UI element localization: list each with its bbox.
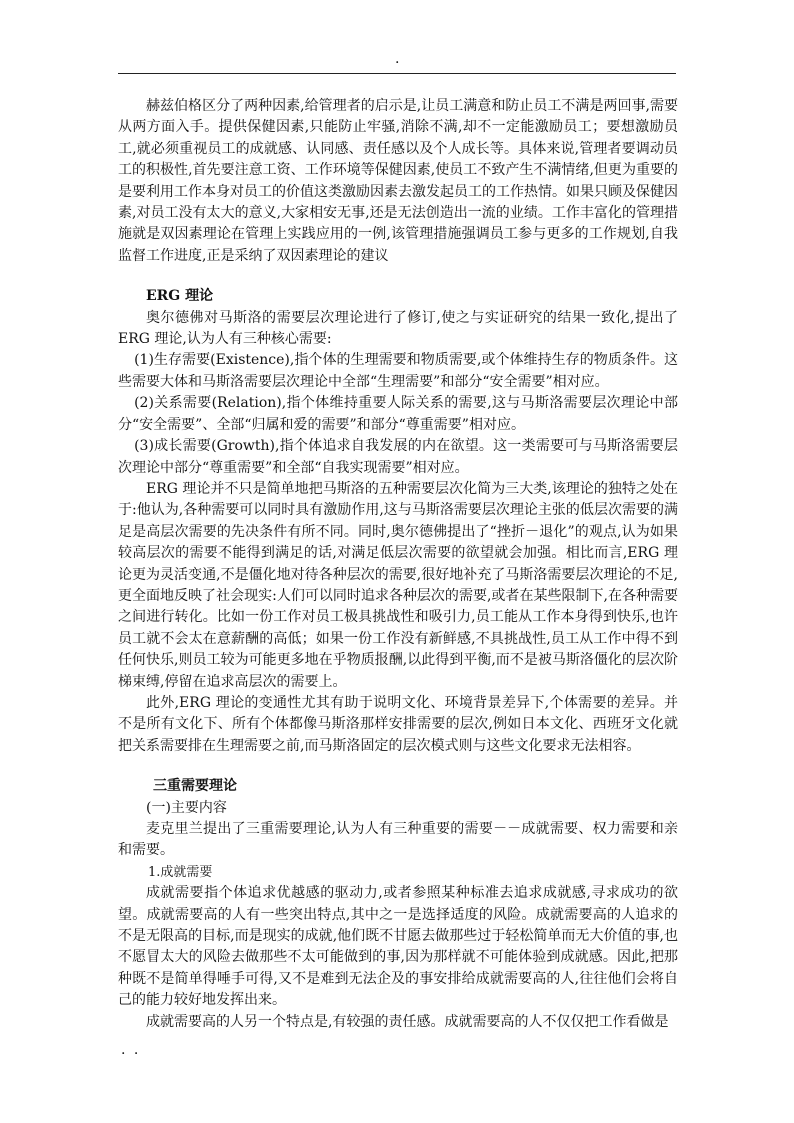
erg-item-relation: (2)关系需要(Relation),指个体维持重要人际关系的需要,这与马斯洛需要层次理论中部分“安全需要”、全部“归属和爱的需要”和部分“尊重需要”相对应。	[118, 395, 678, 433]
section-gap	[118, 267, 678, 286]
erg-item-existence: (1)生存需要(Existence),指个体的生理需要和物质需要,或个体维持生存的物质条件。这些需要大体和马斯洛需要层次理论中全部“生理需要”和部分“安全需要”相对应。	[118, 352, 678, 390]
achievement-need-label: 1.成就需要	[148, 864, 213, 880]
header-rule	[118, 73, 676, 74]
erg-item-growth: (3)成长需要(Growth),指个体追求自我发展的内在欲望。这一类需要可与马斯洛需要层次理论中部分“尊重需要”和全部“自我实现需要”相对应。	[118, 438, 678, 476]
achievement-paragraph-2: 成就需要高的人另一个特点是,有较强的责任感。成就需要高的人不仅仅把工作看做是	[146, 1013, 669, 1030]
footer-mark: . .	[121, 1042, 141, 1058]
erg-heading: ERG 理论	[146, 288, 214, 305]
document-body	[118, 96, 678, 1033]
three-needs-heading: 三重需要理论	[153, 778, 237, 795]
herzberg-paragraph: 赫兹伯格区分了两种因素,给管理者的启示是,让员工满意和防止员工不满是两回事,需要从两方面入手。提供保健因素,只能防止牢骚,消除不满,却不一定能激励员工；要想激励员工,就必须重视员工的成就感、认同感、责任感以及个人成长等。具体来说,管理者要调动员工的积极性,首先要注意工资、工作环境等保健因素,使员工不致产生不满情绪,但更为重要的是要利用工作本身对员工的价值这类激励因素去激发起员工的工作热情。如果只顾及保健因素,对员工没有太大的意义,大家相安无事,还是无法创造出一流的业绩。工作丰富化的管理措施就是双因素理论在管理上实践应用的一例,该管理措施强调员工参与更多的工作规划,自我监督工作进度,正是采纳了双因素理论的建议	[118, 98, 678, 264]
three-needs-intro: 麦克里兰提出了三重需要理论,认为人有三种重要的需要－－成就需要、权力需要和亲和需要。	[118, 821, 678, 859]
section-gap	[118, 757, 678, 776]
erg-intro: 奥尔德佛对马斯洛的需要层次理论进行了修订,使之与实证研究的结果一致化,提出了ERG 理论,认为人有三种核心需要:	[118, 309, 678, 348]
erg-culture: 此外,ERG 理论的变通性尤其有助于说明文化、环境背景差异下,个体需要的差异。并不是所有文化下、所有个体都像马斯洛那样安排需要的层次,例如日本文化、西班牙文化就把关系需要排在生理需要之前,而马斯洛固定的层次模式则与这些文化要求无法相容。	[118, 694, 678, 754]
three-needs-subheading: (一)主要内容	[146, 799, 227, 816]
header-mark: .	[395, 51, 400, 67]
achievement-paragraph-1: 成就需要指个体追求优越感的驱动力,或者参照某种标准去追求成就感,寻求成功的欲望。成就需要高的人有一些突出特点,其中之一是选择适度的风险。成就需要高的人追求的不是无限高的目标,而是现实的成就,他们既不甘愿去做那些过于轻松简单而无大价值的事,也不愿冒太大的风险去做那些不太可能做到的事,因为那样就不可能体验到成就感。因此,把那种既不是简单得唾手可得,又不是难到无法企及的事安排给成就需要高的人,往往他们会将自己的能力较好地发挥出来。	[118, 885, 678, 1009]
erg-analysis: ERG 理论并不只是简单地把马斯洛的五种需要层次化简为三大类,该理论的独特之处在于:他认为,各种需要可以同时具有激励作用,这与马斯洛需要层次理论主张的低层次需要的满足是高层次需要的先决条件有所不同。同时,奥尔德佛提出了“挫折－退化”的观点,认为如果较高层次的需要不能得到满足的话,对满足低层次需要的欲望就会加强。相比而言,ERG 理论更为灵活变通,不是僵化地对待各种层次的需要,很好地补充了马斯洛需要层次理论的不足,更全面地反映了社会现实:人们可以同时追求各种层次的需要,或者在某些限制下,在各种需要之间进行转化。比如一份工作对员工极具挑战性和吸引力,员工能从工作本身得到快乐,也许员工就不会太在意薪酬的高低；如果一份工作没有新鲜感,不具挑战性,员工从工作中得不到任何快乐,则员工较为可能更多地在乎物质报酬,以此得到平衡,而不是被马斯洛僵化的层次阶梯束缚,停留在追求高层次的需要上。	[118, 480, 678, 690]
